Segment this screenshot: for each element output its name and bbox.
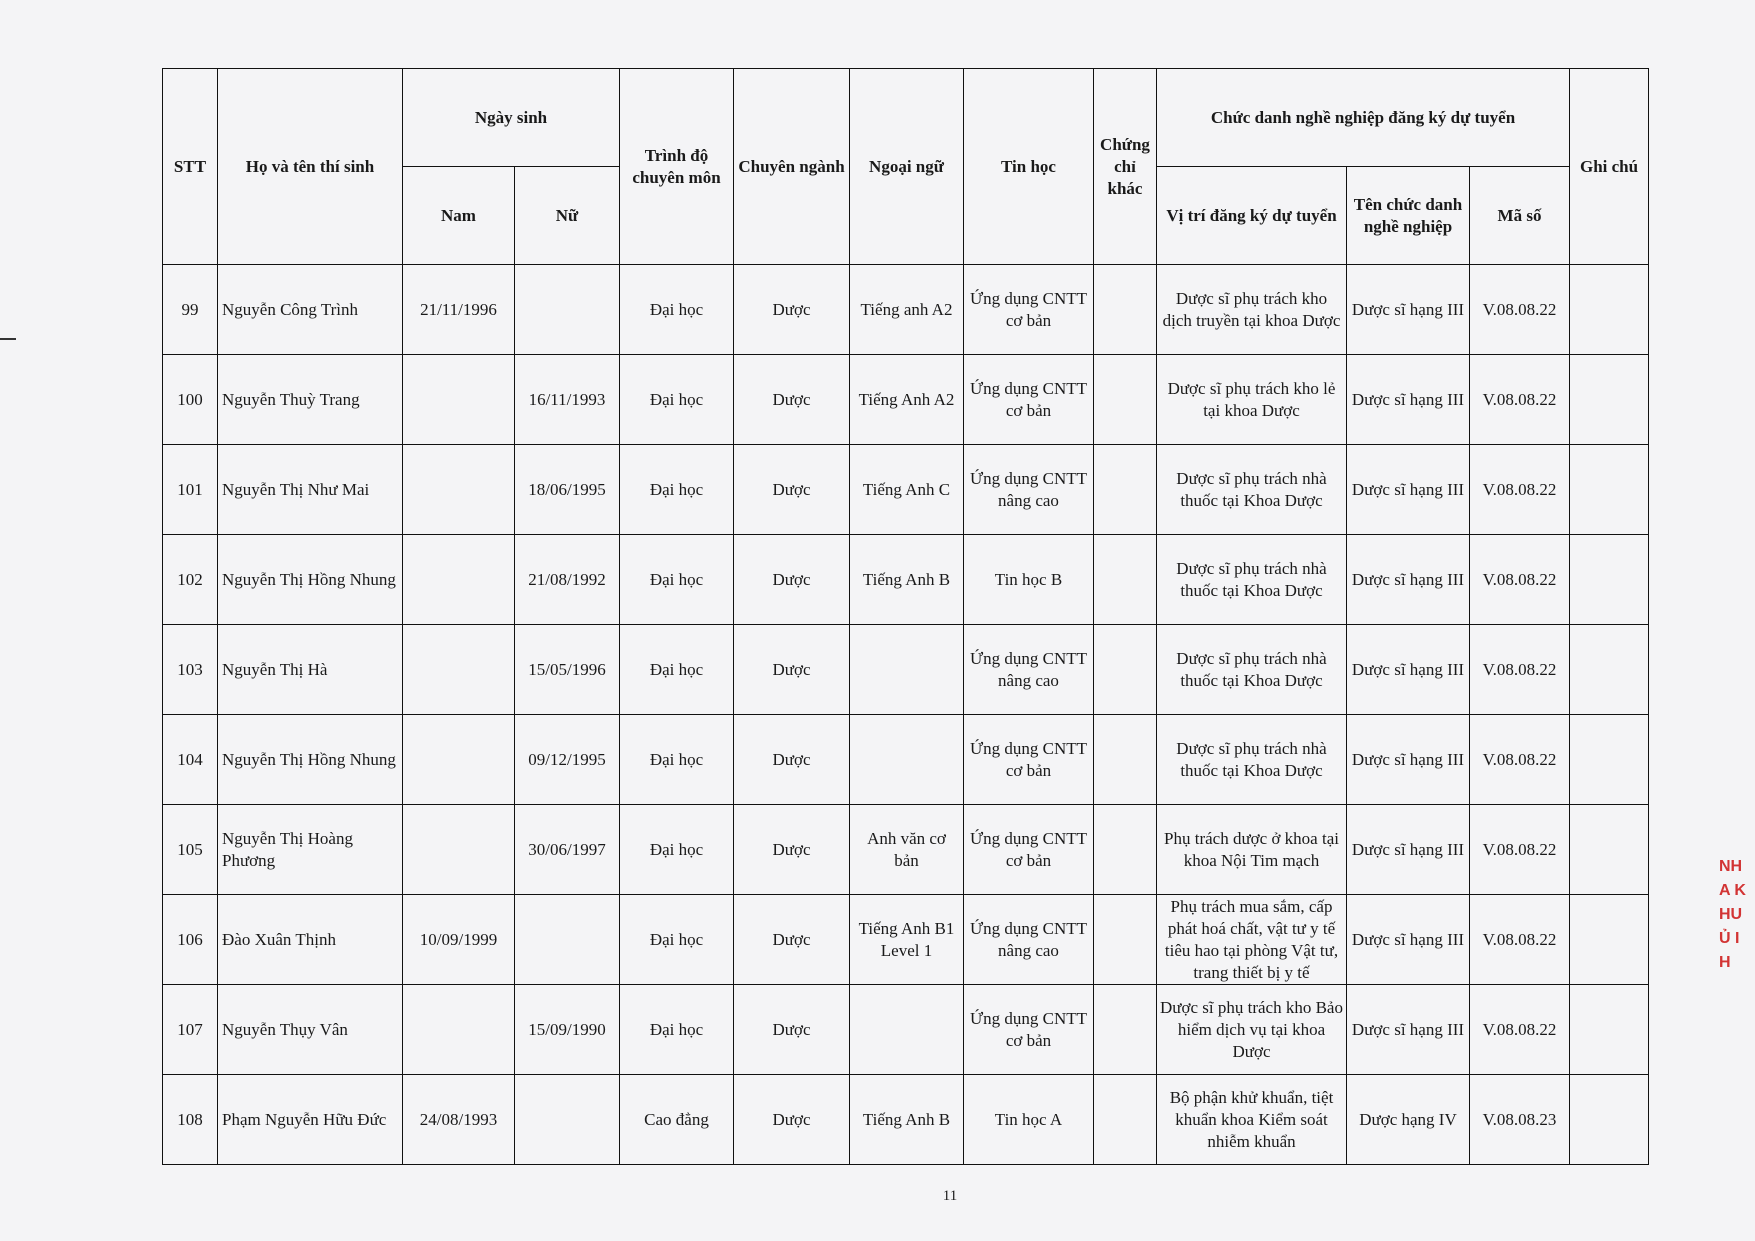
cell-vi-tri: Dược sĩ phụ trách kho dịch truyền tại khoa Dược [1157,265,1347,355]
cell-nu: 21/08/1992 [515,535,620,625]
cell-chuyen-nganh: Dược [734,265,850,355]
red-stamp-fragment [1719,855,1755,1035]
cell-nam: 21/11/1996 [403,265,515,355]
header-stt: STT [163,69,218,265]
table-row [163,1075,1649,1165]
cell-stt: 103 [163,625,218,715]
cell-nu: 15/09/1990 [515,985,620,1075]
cell-chung-chi-khac [1094,1075,1157,1165]
cell-chuyen-nganh: Dược [734,355,850,445]
page-number: 11 [942,1188,958,1204]
cell-ghi-chu [1570,535,1649,625]
cell-chuc-danh: Dược sĩ hạng III [1347,895,1470,985]
cell-nam: 10/09/1999 [403,895,515,985]
cell-nam [403,715,515,805]
cell-stt: 99 [163,265,218,355]
cell-stt: 102 [163,535,218,625]
header-nam: Nam [403,167,515,265]
cell-ma-so: V.08.08.22 [1470,715,1570,805]
cell-nu: 15/05/1996 [515,625,620,715]
table-row [163,895,1649,985]
cell-name: Đào Xuân Thịnh [218,895,403,985]
header-chung-chi-khac: Chứng chỉ khác [1094,69,1157,265]
cell-chuc-danh: Dược sĩ hạng III [1347,535,1470,625]
cell-chuyen-nganh: Dược [734,805,850,895]
cell-ngoai-ngu: Anh văn cơ bản [850,805,964,895]
cell-name: Nguyễn Thuỳ Trang [218,355,403,445]
cell-ghi-chu [1570,445,1649,535]
header-ngay-sinh: Ngày sinh [403,69,620,167]
cell-nu [515,265,620,355]
header-ma-so: Mã số [1470,167,1570,265]
cell-chung-chi-khac [1094,805,1157,895]
cell-trinh-do: Đại học [620,265,734,355]
cell-name: Phạm Nguyễn Hữu Đức [218,1075,403,1165]
cell-chuc-danh: Dược sĩ hạng III [1347,445,1470,535]
cell-vi-tri: Bộ phận khử khuẩn, tiệt khuẩn khoa Kiểm soát nhiễm khuẩn [1157,1075,1347,1165]
table-body [163,265,1649,1165]
cell-tin-hoc: Ứng dụng CNTT nâng cao [964,625,1094,715]
cell-ngoai-ngu [850,985,964,1075]
table-row [163,985,1649,1075]
cell-ngoai-ngu: Tiếng anh A2 [850,265,964,355]
cell-tin-hoc: Tin học B [964,535,1094,625]
cell-chung-chi-khac [1094,445,1157,535]
cell-vi-tri: Dược sĩ phụ trách nhà thuốc tại Khoa Dược [1157,445,1347,535]
cell-ngoai-ngu: Tiếng Anh A2 [850,355,964,445]
cell-ma-so: V.08.08.23 [1470,1075,1570,1165]
stamp-line: H [1719,954,1731,971]
cell-trinh-do: Cao đẳng [620,1075,734,1165]
cell-ma-so: V.08.08.22 [1470,355,1570,445]
cell-ngoai-ngu: Tiếng Anh B [850,1075,964,1165]
cell-ghi-chu [1570,1075,1649,1165]
cell-ngoai-ngu [850,625,964,715]
cell-vi-tri: Dược sĩ phụ trách nhà thuốc tại Khoa Dược [1157,535,1347,625]
cell-trinh-do: Đại học [620,985,734,1075]
cell-name: Nguyễn Thị Hồng Nhung [218,715,403,805]
cell-chuyen-nganh: Dược [734,625,850,715]
cell-stt: 107 [163,985,218,1075]
cell-ghi-chu [1570,805,1649,895]
cell-tin-hoc: Ứng dụng CNTT nâng cao [964,895,1094,985]
header-ngoai-ngu: Ngoại ngữ [850,69,964,265]
cell-tin-hoc: Ứng dụng CNTT cơ bản [964,355,1094,445]
cell-tin-hoc: Ứng dụng CNTT cơ bản [964,985,1094,1075]
cell-stt: 106 [163,895,218,985]
cell-ma-so: V.08.08.22 [1470,985,1570,1075]
header-chuyen-nganh: Chuyên ngành [734,69,850,265]
header-vi-tri: Vị trí đăng ký dự tuyển [1157,167,1347,265]
header-trinh-do: Trình độ chuyên môn [620,69,734,265]
cell-chung-chi-khac [1094,985,1157,1075]
cell-vi-tri: Phụ trách dược ở khoa tại khoa Nội Tim mạch [1157,805,1347,895]
cell-chuc-danh: Dược sĩ hạng III [1347,985,1470,1075]
cell-tin-hoc: Ứng dụng CNTT cơ bản [964,265,1094,355]
cell-chung-chi-khac [1094,895,1157,985]
header-chuc-danh: Chức danh nghề nghiệp đăng ký dự tuyển [1157,69,1570,167]
cell-ngoai-ngu [850,715,964,805]
cell-name: Nguyễn Thị Như Mai [218,445,403,535]
cell-vi-tri: Dược sĩ phụ trách kho lẻ tại khoa Dược [1157,355,1347,445]
cell-name: Nguyễn Thị Hà [218,625,403,715]
cell-chuyen-nganh: Dược [734,715,850,805]
stamp-line: Ủ I [1719,930,1740,947]
cell-vi-tri: Dược sĩ phụ trách nhà thuốc tại Khoa Dược [1157,715,1347,805]
cell-chung-chi-khac [1094,535,1157,625]
header-ten-chuc-danh: Tên chức danh nghề nghiệp [1347,167,1470,265]
cell-chuc-danh: Dược hạng IV [1347,1075,1470,1165]
cell-nam [403,805,515,895]
cell-ghi-chu [1570,715,1649,805]
cell-chung-chi-khac [1094,715,1157,805]
table-row [163,355,1649,445]
cell-chuc-danh: Dược sĩ hạng III [1347,355,1470,445]
table-row [163,805,1649,895]
cell-nu: 18/06/1995 [515,445,620,535]
cell-nu [515,1075,620,1165]
cell-trinh-do: Đại học [620,625,734,715]
stamp-line: A K [1719,882,1746,899]
cell-nu: 09/12/1995 [515,715,620,805]
cell-nam [403,445,515,535]
cell-ma-so: V.08.08.22 [1470,625,1570,715]
cell-ghi-chu [1570,265,1649,355]
cell-stt: 100 [163,355,218,445]
cell-nam [403,625,515,715]
header-ho-ten: Họ và tên thí sinh [218,69,403,265]
cell-nam [403,985,515,1075]
cell-stt: 108 [163,1075,218,1165]
cell-chuc-danh: Dược sĩ hạng III [1347,625,1470,715]
cell-ma-so: V.08.08.22 [1470,805,1570,895]
cell-nu: 30/06/1997 [515,805,620,895]
cell-chung-chi-khac [1094,265,1157,355]
cell-tin-hoc: Ứng dụng CNTT cơ bản [964,805,1094,895]
cell-tin-hoc: Ứng dụng CNTT cơ bản [964,715,1094,805]
cell-tin-hoc: Tin học A [964,1075,1094,1165]
table-header [163,69,1649,265]
cell-vi-tri: Dược sĩ phụ trách nhà thuốc tại Khoa Dược [1157,625,1347,715]
cell-chuc-danh: Dược sĩ hạng III [1347,805,1470,895]
table-row [163,715,1649,805]
cell-trinh-do: Đại học [620,445,734,535]
cell-nu: 16/11/1993 [515,355,620,445]
cell-chuyen-nganh: Dược [734,535,850,625]
cell-nu [515,895,620,985]
cell-vi-tri: Phụ trách mua sắm, cấp phát hoá chất, vật tư y tế tiêu hao tại phòng Vật tư, trang thiết bị y tế [1157,895,1347,985]
cell-ma-so: V.08.08.22 [1470,265,1570,355]
cell-stt: 105 [163,805,218,895]
cell-trinh-do: Đại học [620,535,734,625]
cell-nam [403,535,515,625]
table-row [163,535,1649,625]
cell-ghi-chu [1570,985,1649,1075]
cell-chuc-danh: Dược sĩ hạng III [1347,265,1470,355]
cell-ghi-chu [1570,895,1649,985]
header-ghi-chu: Ghi chú [1570,69,1649,265]
cell-ma-so: V.08.08.22 [1470,895,1570,985]
cell-nam: 24/08/1993 [403,1075,515,1165]
cell-chung-chi-khac [1094,625,1157,715]
cell-trinh-do: Đại học [620,805,734,895]
cell-ma-so: V.08.08.22 [1470,445,1570,535]
cell-ma-so: V.08.08.22 [1470,535,1570,625]
header-nu: Nữ [515,167,620,265]
cell-chung-chi-khac [1094,355,1157,445]
cell-chuyen-nganh: Dược [734,985,850,1075]
candidate-table [162,68,1649,1165]
cell-ngoai-ngu: Tiếng Anh C [850,445,964,535]
header-tin-hoc: Tin học [964,69,1094,265]
stamp-line: NH [1719,858,1743,875]
cell-name: Nguyễn Thị Hồng Nhung [218,535,403,625]
table-row [163,625,1649,715]
cell-stt: 104 [163,715,218,805]
cell-trinh-do: Đại học [620,895,734,985]
cell-name: Nguyễn Công Trình [218,265,403,355]
cell-tin-hoc: Ứng dụng CNTT nâng cao [964,445,1094,535]
stamp-line: HU [1719,906,1743,923]
cell-chuyen-nganh: Dược [734,445,850,535]
cell-chuc-danh: Dược sĩ hạng III [1347,715,1470,805]
scan-edge-mark [0,338,16,340]
cell-nam [403,355,515,445]
cell-ngoai-ngu: Tiếng Anh B1 Level 1 [850,895,964,985]
table-row [163,265,1649,355]
cell-stt: 101 [163,445,218,535]
cell-vi-tri: Dược sĩ phụ trách kho Bảo hiểm dịch vụ tại khoa Dược [1157,985,1347,1075]
cell-trinh-do: Đại học [620,715,734,805]
cell-trinh-do: Đại học [620,355,734,445]
table-row [163,445,1649,535]
cell-ghi-chu [1570,625,1649,715]
cell-chuyen-nganh: Dược [734,1075,850,1165]
cell-name: Nguyễn Thụy Vân [218,985,403,1075]
cell-name: Nguyễn Thị Hoàng Phương [218,805,403,895]
cell-chuyen-nganh: Dược [734,895,850,985]
cell-ghi-chu [1570,355,1649,445]
cell-ngoai-ngu: Tiếng Anh B [850,535,964,625]
